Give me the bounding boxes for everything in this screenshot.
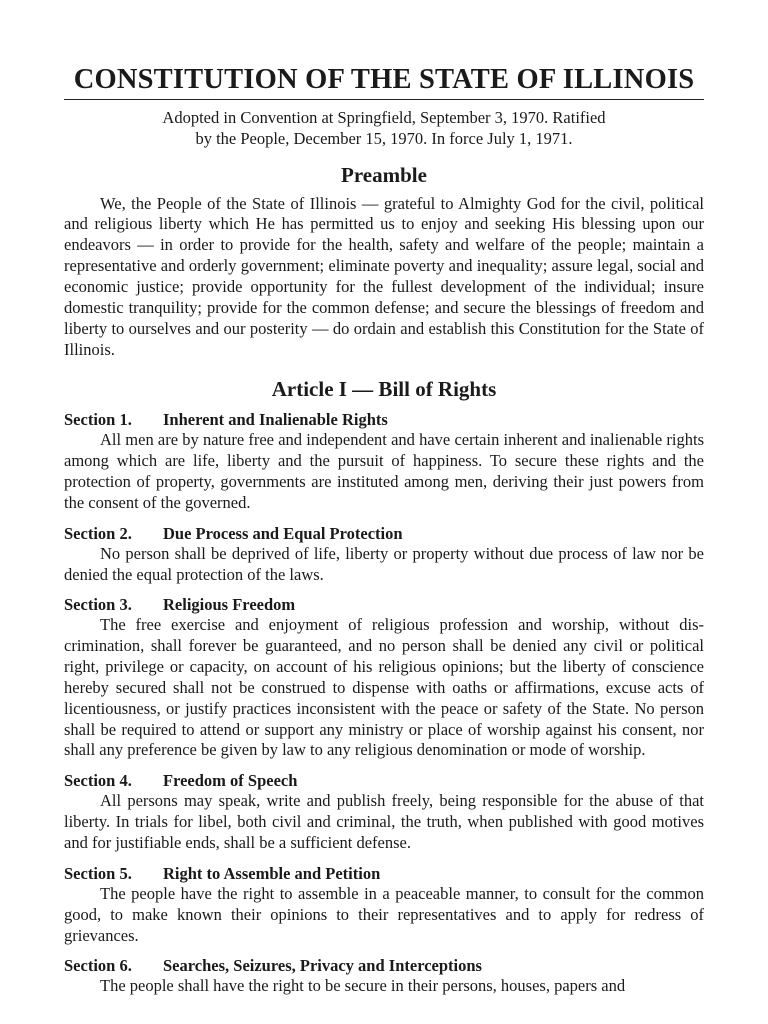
section-title: Searches, Seizures, Privacy and Interceptions xyxy=(163,956,482,976)
section-number: Section 6. xyxy=(64,956,132,976)
section-text: No person shall be deprived of life, liberty or property without due process of law nor be denied the equal protection of the laws. xyxy=(64,543,704,584)
section-heading xyxy=(64,523,704,544)
section-heading xyxy=(64,955,704,976)
preamble-text: We, the People of the State of Illinois — grateful to Almighty God for the civil, political and religious liberty which He has permitted us to enjoy and seeking His blessing upon our endeavors — in order to provide for the health, safety and welfare of the people; maintain a representative and orderly government; eliminate poverty and inequality; assure legal, social and economic justice; provide opportunity for the fullest development of the individual; insure domestic tranquility; provide for the common defense; and secure the blessings of freedom and liberty to ourselves and our posterity — do ordain and establish this Constitution for the State of Illinois. xyxy=(64,193,704,359)
section-2 xyxy=(64,523,704,586)
adoption-note-line-2: by the People, December 15, 1970. In force July 1, 1971. xyxy=(195,128,573,148)
adoption-note xyxy=(64,108,704,150)
preamble-heading: Preamble xyxy=(341,162,427,187)
section-text: The free exercise and enjoyment of religious profession and worship, without discrimination, shall forever be guaranteed, and no person shall be denied any civil or political right, privilege or capacity, on account of his religious opinions; but the liberty of conscience hereby secured shall not be construed to dispense with oaths or affirmations, excuse acts of licentiousness, or justify practices inconsistent with the peace or safety of the State. No person shall be required to attend or support any ministry or place of worship against his consent, nor shall any preference be given by law to any religious denomination or mode of worship. xyxy=(64,615,704,760)
section-number: Section 2. xyxy=(64,523,132,543)
section-text: The people shall have the right to be secure in their persons, houses, papers and xyxy=(100,976,626,996)
document-page xyxy=(64,62,704,997)
document-title: CONSTITUTION OF THE STATE OF ILLINOIS xyxy=(64,62,704,100)
section-title: Freedom of Speech xyxy=(163,771,298,791)
section-title: Due Process and Equal Protection xyxy=(163,523,403,543)
section-heading xyxy=(64,770,704,791)
section-number: Section 5. xyxy=(64,863,132,883)
section-title: Right to Assemble and Petition xyxy=(163,863,381,883)
section-number: Section 3. xyxy=(64,595,132,615)
adoption-note-line-1: Adopted in Convention at Springfield, September 3, 1970. Ratified xyxy=(162,108,606,127)
section-6 xyxy=(64,955,704,997)
section-heading xyxy=(64,409,704,430)
section-heading xyxy=(64,863,704,884)
section-title: Religious Freedom xyxy=(163,595,296,615)
section-number: Section 1. xyxy=(64,410,132,430)
section-title: Inherent and Inalienable Rights xyxy=(163,410,388,430)
section-number: Section 4. xyxy=(64,771,132,791)
article-heading: Article I — Bill of Rights xyxy=(271,377,497,402)
section-5 xyxy=(64,863,704,947)
section-heading xyxy=(64,594,704,615)
section-text: All men are by nature free and independent and have certain inherent and inalienable rights among which are life, liberty and the pursuit of happiness. To secure these rights and the protection of property, governments are instituted among men, deriving their just powers from the consent of the governed. xyxy=(64,430,704,512)
section-text: The people have the right to assemble in a peaceable manner, to consult for the common good, to make known their opinions to their representatives and to apply for redress of grievances. xyxy=(64,883,704,945)
section-3 xyxy=(64,594,704,761)
section-4 xyxy=(64,770,704,854)
section-1 xyxy=(64,409,704,513)
section-text: All persons may speak, write and publish freely, being responsible for the abuse of that liberty. In trials for libel, both civil and criminal, the truth, when published with good motives and for justifiable ends, shall be a sufficient defense. xyxy=(64,791,704,852)
